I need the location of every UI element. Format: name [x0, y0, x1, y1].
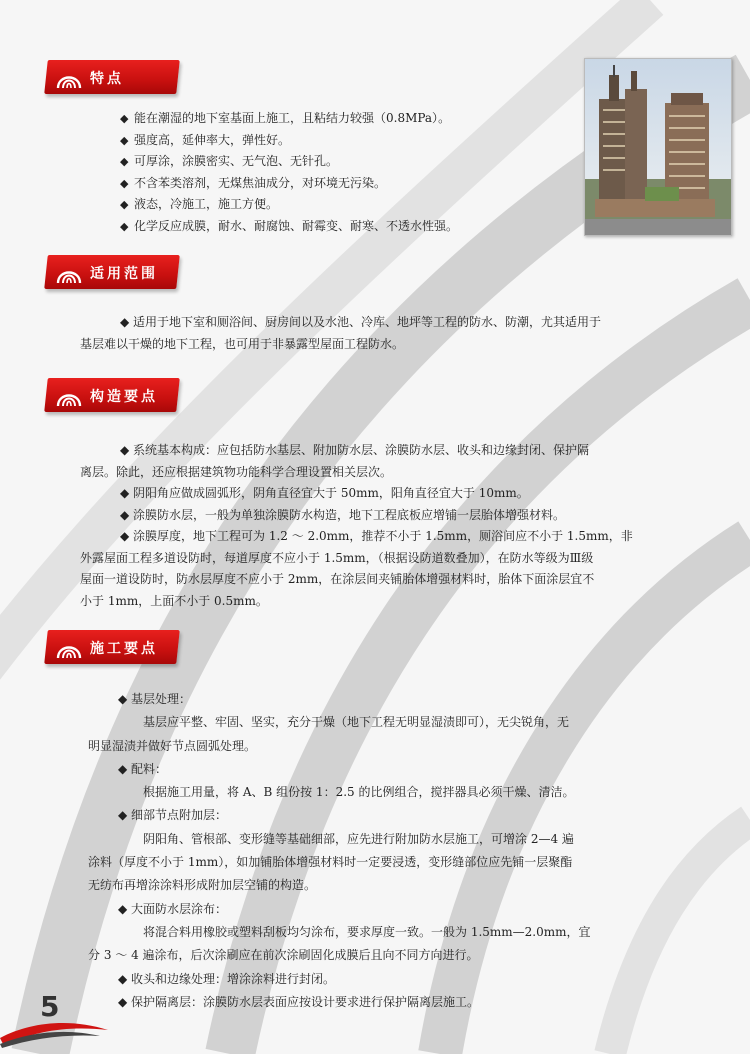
- paragraph-line: 涂料（厚度不小于 1mm），如加铺胎体增强材料时一定要浸透，变形缝部位应先铺一层聚酯: [88, 855, 573, 870]
- heading-title: 施工要点: [90, 641, 158, 657]
- list-item: ◆ 不含苯类溶剂，无煤焦油成分，对环境无污染。: [120, 173, 458, 195]
- paragraph-line: ◆ 大面防水层涂布：: [118, 901, 228, 916]
- list-item: ◆ 能在潮湿的地下室基面上施工，且粘结力较强（0.8MPa）。: [120, 108, 458, 130]
- features-list: [120, 108, 458, 237]
- building-photo: [584, 58, 732, 236]
- arch-logo-icon: [56, 384, 82, 406]
- heading-scope: [46, 255, 178, 289]
- paragraph-line: 外露屋面工程多道设防时，每道厚度不应小于 1.5mm，（根据设防道数叠加），在防水等级为Ⅲ级: [80, 550, 594, 565]
- diamond-bullet-icon: ◆: [120, 219, 129, 233]
- list-item: ◆ 液态，冷施工，施工方便。: [120, 194, 458, 216]
- paragraph-line: ◆ 系统基本构成：应包括防水基层、附加防水层、涂膜防水层、收头和边缘封闭、保护隔: [120, 443, 590, 457]
- paragraph-line: 阴阳角、管根部、变形缝等基础细部，应先进行附加防水层施工，可增涂 2—4 遍: [143, 831, 574, 846]
- diamond-bullet-icon: ◆: [120, 133, 129, 147]
- paragraph-line: ◆ 阴阳角应做成圆弧形，阴角直径宜大于 50mm，阳角直径宜大于 10mm。: [120, 486, 529, 500]
- diamond-bullet-icon: ◆: [120, 176, 129, 190]
- construction-text: [80, 440, 633, 612]
- paragraph-line: 明显湿渍并做好节点圆弧处理。: [88, 738, 257, 753]
- paragraph-line: 离层。除此，还应根据建筑物功能科学合理设置相关层次。: [80, 464, 393, 479]
- list-item: ◆ 化学反应成膜，耐水、耐腐蚀、耐霉变、耐寒、不透水性强。: [120, 216, 458, 238]
- arch-logo-icon: [56, 636, 82, 658]
- diamond-bullet-icon: ◆: [120, 112, 129, 125]
- arch-logo-icon: [56, 261, 82, 283]
- scope-text: [80, 312, 601, 355]
- list-item: ◆ 强度高，延伸率大，弹性好。: [120, 130, 458, 152]
- paragraph-line: ◆ 基层处理：: [118, 692, 192, 706]
- paragraph-line: ◆ 细部节点附加层：: [118, 808, 228, 823]
- paragraph-line: 分 3 ～ 4 遍涂布，后次涂刷应在前次涂刷固化成膜后且向不同方向进行。: [88, 948, 479, 963]
- page-number: 5: [40, 990, 60, 1023]
- application-text: [88, 688, 591, 1014]
- paragraph-line: 基层应平整、牢固、坚实，充分干燥（地下工程无明显湿渍即可），无尖锐角，无: [143, 715, 570, 730]
- paragraph-line: ◆ 配料：: [118, 761, 168, 776]
- heading-construction: [46, 378, 178, 412]
- heading-title: 适用范围: [90, 266, 158, 282]
- paragraph-line: 基层难以干燥的地下工程，也可用于非暴露型屋面工程防水。: [80, 336, 405, 351]
- paragraph-line: 小于 1mm，上面不小于 0.5mm。: [80, 593, 268, 608]
- heading-application: [46, 630, 178, 664]
- paragraph-line: ◆ 涂膜厚度，地下工程可为 1.2 ～ 2.0mm，推荐不小于 1.5mm，厕浴间应不小于 1.5mm，非: [120, 529, 633, 543]
- paragraph-line: ◆ 收头和边缘处理：增涂涂料进行封闭。: [118, 971, 336, 986]
- paragraph-line: ◆ 适用于地下室和厕浴间、厨房间以及水池、冷库、地坪等工程的防水、防潮，尤其适用于: [120, 315, 602, 329]
- arch-logo-icon: [56, 66, 82, 88]
- paragraph-line: 根据施工用量，将 A、B 组份按 1：2.5 的比例组合，搅拌器具必须干燥、清洁。: [143, 785, 575, 800]
- paragraph-line: 屋面一道设防时，防水层厚度不应小于 2mm，在涂层间夹铺胎体增强材料时，胎体下面涂层宜不: [80, 572, 595, 586]
- paragraph-line: 将混合料用橡胶或塑料刮板均匀涂布，要求厚度一致。一般为 1.5mm—2.0mm，宜: [143, 924, 591, 939]
- heading-title: 特点: [90, 71, 124, 87]
- diamond-bullet-icon: ◆: [120, 155, 129, 168]
- diamond-bullet-icon: ◆: [120, 198, 129, 211]
- heading-features: [46, 60, 178, 94]
- paragraph-line: 无纺布再增涂涂料形成附加层空铺的构造。: [88, 878, 317, 893]
- paragraph-line: ◆ 涂膜防水层，一般为单独涂膜防水构造，地下工程底板应增铺一层胎体增强材料。: [120, 507, 566, 522]
- list-item: ◆ 可厚涂，涂膜密实、无气泡、无针孔。: [120, 151, 458, 173]
- heading-title: 构造要点: [90, 389, 158, 405]
- paragraph-line: ◆ 保护隔离层：涂膜防水层表面应按设计要求进行保护隔离层施工。: [118, 994, 480, 1009]
